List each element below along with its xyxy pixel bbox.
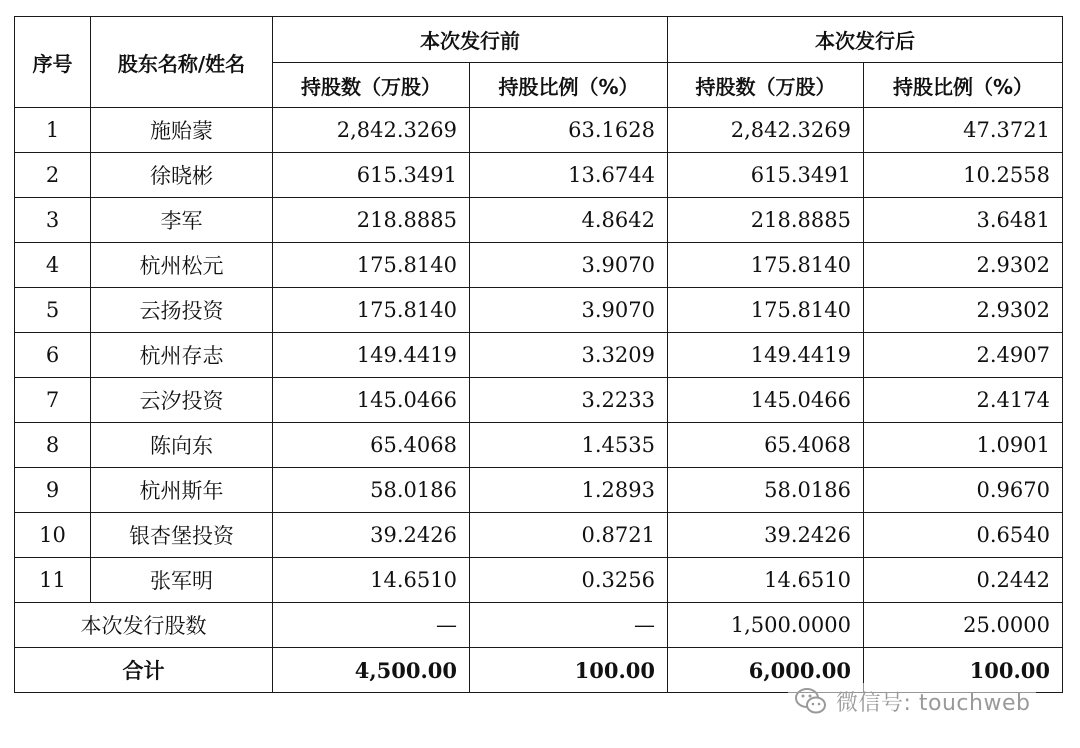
cell-ratio-before: 3.9070 bbox=[470, 243, 668, 288]
cell-ratio-after: 0.6540 bbox=[864, 513, 1063, 558]
cell-shares-before: 145.0466 bbox=[273, 378, 470, 423]
cell-shares-after: 218.8885 bbox=[668, 198, 864, 243]
cell-seq: 6 bbox=[15, 333, 91, 378]
cell-ratio-after: 10.2558 bbox=[864, 153, 1063, 198]
table-row bbox=[15, 288, 1063, 333]
table-row bbox=[15, 108, 1063, 153]
table-row bbox=[15, 333, 1063, 378]
cell-shares-after: 58.0186 bbox=[668, 468, 864, 513]
cell-name: 云汐投资 bbox=[91, 378, 273, 423]
total-shares-before: 4,500.00 bbox=[273, 648, 470, 693]
cell-shares-after: 39.2426 bbox=[668, 513, 864, 558]
cell-ratio-before: 13.6744 bbox=[470, 153, 668, 198]
table-row bbox=[15, 558, 1063, 603]
cell-seq: 3 bbox=[15, 198, 91, 243]
cell-shares-after: 149.4419 bbox=[668, 333, 864, 378]
cell-shares-after: 14.6510 bbox=[668, 558, 864, 603]
table-row bbox=[15, 243, 1063, 288]
cell-shares-before: 175.8140 bbox=[273, 243, 470, 288]
cell-ratio-before: 1.2893 bbox=[470, 468, 668, 513]
cell-seq: 10 bbox=[15, 513, 91, 558]
cell-ratio-before: 4.8642 bbox=[470, 198, 668, 243]
issuance-shares-after: 1,500.0000 bbox=[668, 603, 864, 648]
cell-seq: 11 bbox=[15, 558, 91, 603]
cell-name: 杭州斯年 bbox=[91, 468, 273, 513]
total-ratio-before: 100.00 bbox=[470, 648, 668, 693]
cell-shares-before: 149.4419 bbox=[273, 333, 470, 378]
cell-name: 杭州松元 bbox=[91, 243, 273, 288]
cell-ratio-before: 3.3209 bbox=[470, 333, 668, 378]
cell-ratio-after: 2.9302 bbox=[864, 243, 1063, 288]
cell-name: 徐晓彬 bbox=[91, 153, 273, 198]
issuance-shares-before: — bbox=[273, 603, 470, 648]
cell-shares-after: 175.8140 bbox=[668, 288, 864, 333]
cell-ratio-before: 0.8721 bbox=[470, 513, 668, 558]
watermark-text: 微信号: touchweb bbox=[836, 690, 1031, 716]
cell-name: 云扬投资 bbox=[91, 288, 273, 333]
table-row bbox=[15, 423, 1063, 468]
cell-ratio-after: 0.2442 bbox=[864, 558, 1063, 603]
table-row bbox=[15, 153, 1063, 198]
cell-seq: 5 bbox=[15, 288, 91, 333]
table-row bbox=[15, 513, 1063, 558]
cell-name: 张军明 bbox=[91, 558, 273, 603]
cell-shares-before: 218.8885 bbox=[273, 198, 470, 243]
cell-ratio-after: 2.9302 bbox=[864, 288, 1063, 333]
cell-shares-before: 615.3491 bbox=[273, 153, 470, 198]
total-label: 合计 bbox=[15, 648, 273, 693]
wechat-watermark bbox=[788, 683, 1036, 719]
cell-ratio-before: 3.9070 bbox=[470, 288, 668, 333]
cell-shares-after: 145.0466 bbox=[668, 378, 864, 423]
cell-shares-before: 58.0186 bbox=[273, 468, 470, 513]
cell-shares-after: 65.4068 bbox=[668, 423, 864, 468]
cell-seq: 1 bbox=[15, 108, 91, 153]
cell-name: 施贻蒙 bbox=[91, 108, 273, 153]
cell-name: 杭州存志 bbox=[91, 333, 273, 378]
cell-ratio-after: 0.9670 bbox=[864, 468, 1063, 513]
cell-seq: 4 bbox=[15, 243, 91, 288]
header-group-after: 本次发行后 bbox=[668, 17, 1063, 63]
header-seq: 序号 bbox=[15, 17, 91, 108]
cell-name: 李军 bbox=[91, 198, 273, 243]
issuance-ratio-before: — bbox=[470, 603, 668, 648]
header-group-before: 本次发行前 bbox=[273, 17, 668, 63]
cell-shares-before: 175.8140 bbox=[273, 288, 470, 333]
cell-seq: 2 bbox=[15, 153, 91, 198]
cell-shares-before: 65.4068 bbox=[273, 423, 470, 468]
cell-ratio-after: 47.3721 bbox=[864, 108, 1063, 153]
cell-shares-before: 14.6510 bbox=[273, 558, 470, 603]
cell-seq: 8 bbox=[15, 423, 91, 468]
cell-shares-after: 615.3491 bbox=[668, 153, 864, 198]
issuance-row bbox=[15, 603, 1063, 648]
cell-seq: 7 bbox=[15, 378, 91, 423]
shareholding-table bbox=[14, 16, 1063, 693]
table-row bbox=[15, 468, 1063, 513]
table-row bbox=[15, 198, 1063, 243]
header-shares-after: 持股数（万股） bbox=[668, 63, 864, 108]
cell-ratio-after: 2.4174 bbox=[864, 378, 1063, 423]
cell-shares-before: 39.2426 bbox=[273, 513, 470, 558]
cell-ratio-before: 63.1628 bbox=[470, 108, 668, 153]
table-body bbox=[15, 108, 1063, 693]
issuance-label: 本次发行股数 bbox=[15, 603, 273, 648]
cell-shares-after: 175.8140 bbox=[668, 243, 864, 288]
header-row-group bbox=[15, 17, 1063, 63]
cell-ratio-before: 0.3256 bbox=[470, 558, 668, 603]
total-shares-after: 6,000.00 bbox=[668, 648, 864, 693]
total-ratio-after: 100.00 bbox=[864, 648, 1063, 693]
cell-ratio-after: 1.0901 bbox=[864, 423, 1063, 468]
cell-ratio-before: 3.2233 bbox=[470, 378, 668, 423]
issuance-ratio-after: 25.0000 bbox=[864, 603, 1063, 648]
header-ratio-before: 持股比例（%） bbox=[470, 63, 668, 108]
cell-name: 陈向东 bbox=[91, 423, 273, 468]
header-shares-before: 持股数（万股） bbox=[273, 63, 470, 108]
header-name: 股东名称/姓名 bbox=[91, 17, 273, 108]
header-ratio-after: 持股比例（%） bbox=[864, 63, 1063, 108]
cell-shares-before: 2,842.3269 bbox=[273, 108, 470, 153]
cell-ratio-after: 3.6481 bbox=[864, 198, 1063, 243]
table-row bbox=[15, 378, 1063, 423]
cell-name: 银杏堡投资 bbox=[91, 513, 273, 558]
cell-ratio-after: 2.4907 bbox=[864, 333, 1063, 378]
cell-shares-after: 2,842.3269 bbox=[668, 108, 864, 153]
cell-seq: 9 bbox=[15, 468, 91, 513]
wechat-icon bbox=[794, 686, 828, 716]
cell-ratio-before: 1.4535 bbox=[470, 423, 668, 468]
